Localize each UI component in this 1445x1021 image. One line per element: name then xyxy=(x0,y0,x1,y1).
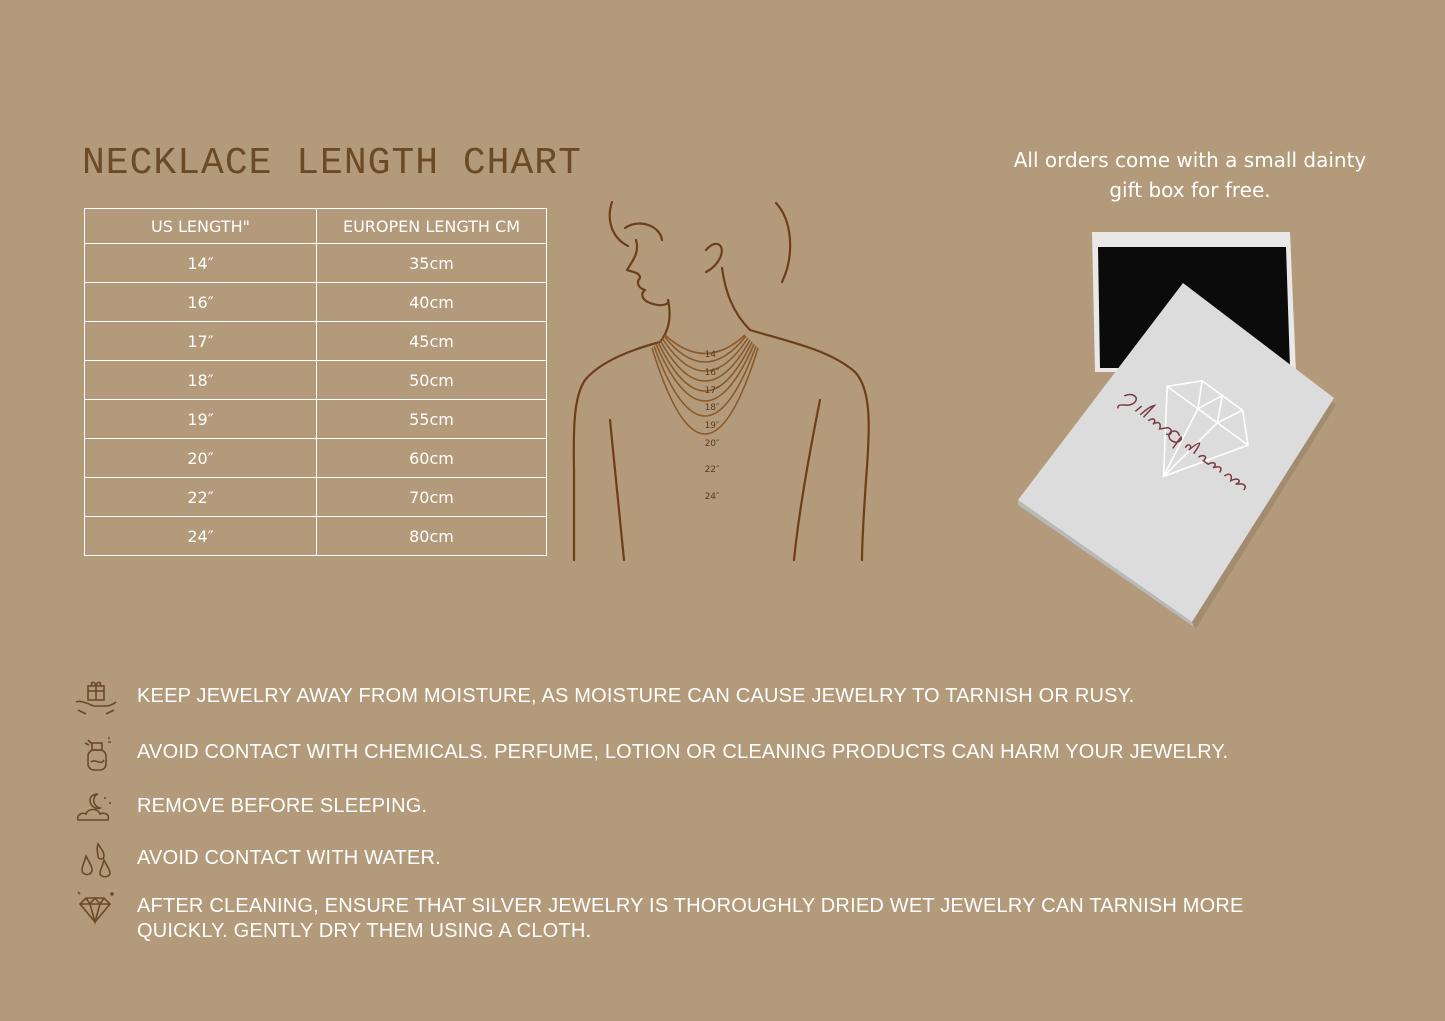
table-row xyxy=(85,400,547,439)
eu-length-cell: 45cm xyxy=(317,322,547,361)
table-header-row xyxy=(85,209,547,244)
us-length-cell: 20″ xyxy=(85,439,317,478)
necklace-label: 17″ xyxy=(704,386,720,396)
neck-back xyxy=(722,268,750,330)
eu-length-cell: 40cm xyxy=(317,283,547,322)
eu-length-cell: 55cm xyxy=(317,400,547,439)
hair-outline xyxy=(610,202,628,246)
care-text: KEEP JEWELRY AWAY FROM MOISTURE, AS MOISTURE CAN CAUSE JEWELRY TO TARNISH OR RUSY. xyxy=(137,685,1135,707)
care-text: AVOID CONTACT WITH WATER. xyxy=(137,847,441,869)
chart-title: NECKLACE LENGTH CHART xyxy=(82,142,582,185)
necklace-label: 20″ xyxy=(704,439,720,449)
eu-length-cell: 50cm xyxy=(317,361,547,400)
us-length-cell: 19″ xyxy=(85,400,317,439)
us-length-cell: 18″ xyxy=(85,361,317,400)
gift-note-line-2: gift box for free. xyxy=(1109,178,1271,202)
hair-curl xyxy=(625,224,662,240)
left-arm-inner xyxy=(610,420,624,560)
right-arm-inner xyxy=(794,400,820,560)
perfume-bottle-icon xyxy=(74,734,118,774)
eu-length-cell: 60cm xyxy=(317,439,547,478)
table-row xyxy=(85,478,547,517)
necklace-label: 19″ xyxy=(704,421,720,431)
table-row xyxy=(85,244,547,283)
us-length-cell: 22″ xyxy=(85,478,317,517)
necklace-length-table xyxy=(84,208,547,556)
gift-box-image xyxy=(1010,225,1350,635)
necklace-label: 16″ xyxy=(704,368,720,378)
right-shoulder xyxy=(750,330,869,560)
moon-cloud-icon xyxy=(74,788,118,828)
gift-note-line-1: All orders come with a small dainty xyxy=(1013,148,1367,172)
column-header-eu: EUROPEN LENGTH CM xyxy=(317,209,547,244)
water-drops-icon xyxy=(74,840,118,880)
gift-hand-icon xyxy=(74,678,118,718)
eu-length-cell: 70cm xyxy=(317,478,547,517)
necklace-label: 24″ xyxy=(704,492,720,502)
table-row xyxy=(85,361,547,400)
care-text: REMOVE BEFORE SLEEPING. xyxy=(137,795,428,817)
care-text: AVOID CONTACT WITH CHEMICALS. PERFUME, LOTION OR CLEANING PRODUCTS CAN HARM YOUR JEWELRY. xyxy=(137,741,1229,763)
neckline-illustration xyxy=(560,195,880,565)
us-length-cell: 14″ xyxy=(85,244,317,283)
table-row xyxy=(85,322,547,361)
table-row xyxy=(85,439,547,478)
us-length-cell: 16″ xyxy=(85,283,317,322)
necklace-label: 18″ xyxy=(704,403,720,413)
left-shoulder xyxy=(574,342,660,560)
hair-back xyxy=(776,203,790,282)
care-text: AFTER CLEANING, ENSURE THAT SILVER JEWELRY IS THOROUGHLY DRIED WET JEWELRY CAN TARNISH MORE QUICKLY. GENTLY DRY THEM USING A CLOTH. xyxy=(137,895,1244,942)
column-header-us: US LENGTH" xyxy=(85,209,317,244)
table-row xyxy=(85,517,547,556)
face-profile xyxy=(627,240,668,305)
ear xyxy=(706,244,722,272)
diamond-sparkle-icon xyxy=(74,888,118,928)
necklace-label: 14″ xyxy=(704,350,720,360)
eu-length-cell: 80cm xyxy=(317,517,547,556)
us-length-cell: 24″ xyxy=(85,517,317,556)
eu-length-cell: 35cm xyxy=(317,244,547,283)
table-row xyxy=(85,283,547,322)
gift-note xyxy=(990,145,1390,205)
us-length-cell: 17″ xyxy=(85,322,317,361)
necklace-label: 22″ xyxy=(704,465,720,475)
